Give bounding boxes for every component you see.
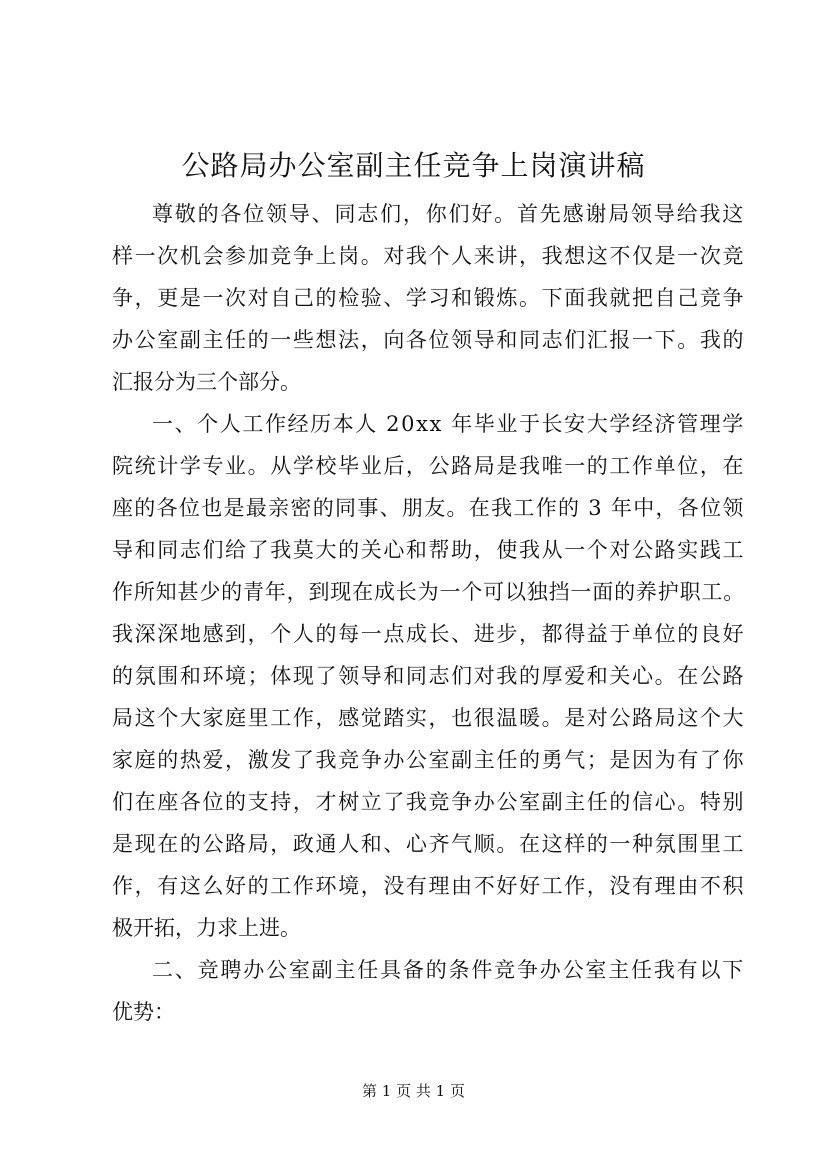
body-line: 家庭的热爱，激发了我竞争办公室副主任的勇气；是因为有了你	[112, 748, 746, 772]
body-line: 尊敬的各位领导、同志们，你们好。首先感谢局领导给我这	[152, 202, 746, 226]
body-line: 汇报分为三个部分。	[112, 370, 301, 394]
body-line: 院统计学专业。从学校毕业后，公路局是我唯一的工作单位，在	[112, 454, 746, 478]
body-line: 作，有这么好的工作环境，没有理由不好好工作，没有理由不积	[112, 874, 746, 898]
body-line: 样一次机会参加竞争上岗。对我个人来讲，我想这不仅是一次竞	[112, 244, 746, 268]
body-line: 争，更是一次对自己的检验、学习和锻炼。下面我就把自己竞争	[112, 286, 746, 310]
body-line: 导和同志们给了我莫大的关心和帮助，使我从一个对公路实践工	[112, 538, 746, 562]
body-line: 办公室副主任的一些想法，向各位领导和同志们汇报一下。我的	[112, 328, 746, 352]
body-line: 我深深地感到，个人的每一点成长、进步，都得益于单位的良好	[112, 622, 746, 646]
document-title: 公路局办公室副主任竞争上岗演讲稿	[181, 149, 646, 182]
body-line: 局这个大家庭里工作，感觉踏实，也很温暖。是对公路局这个大	[112, 706, 746, 730]
body-line: 极开拓，力求上进。	[112, 916, 301, 940]
body-line: 一、个人工作经历本人 20xx 年毕业于长安大学经济管理学	[152, 412, 745, 436]
body-line: 是现在的公路局，政通人和、心齐气顺。在这样的一种氛围里工	[112, 832, 746, 856]
page-number: 第 1 页 共 1 页	[362, 1082, 465, 1100]
body-line: 二、竞聘办公室副主任具备的条件竞争办公室主任我有以下	[152, 958, 746, 982]
body-line: 作所知甚少的青年，到现在成长为一个可以独挡一面的养护职工。	[112, 580, 746, 604]
body-line: 的氛围和环境；体现了领导和同志们对我的厚爱和关心。在公路	[112, 664, 746, 688]
body-line: 们在座各位的支持，才树立了我竞争办公室副主任的信心。特别	[112, 790, 746, 814]
body-line: 座的各位也是最亲密的同事、朋友。在我工作的 3 年中，各位领	[112, 496, 745, 520]
body-line: 优势：	[112, 1000, 175, 1024]
